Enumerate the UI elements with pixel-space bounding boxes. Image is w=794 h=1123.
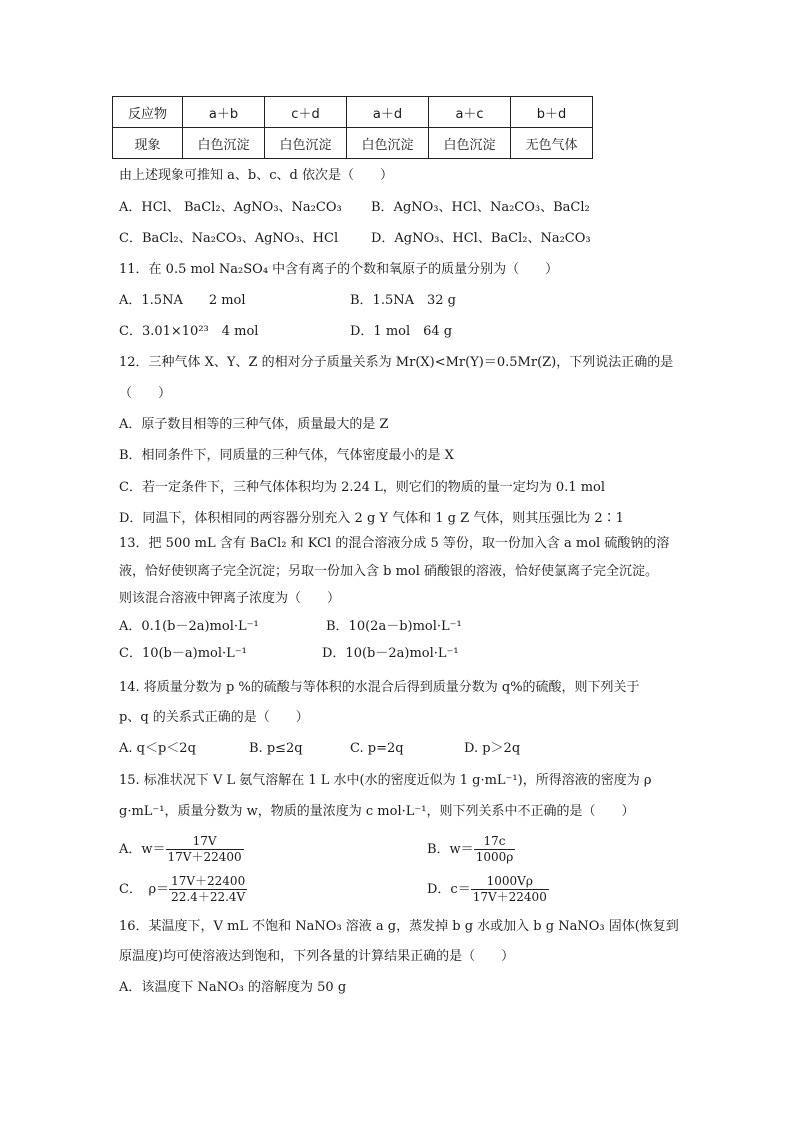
denominator: 22.4＋22.4V <box>171 890 246 904</box>
numerator: 17V＋22400 <box>171 874 246 888</box>
q12-option-a: A．原子数目相等的三种气体，质量最大的是 Z <box>119 417 389 432</box>
question-16-line-2: 原温度)均可使溶液达到饱和，下列各量的计算结果正确的是（ ） <box>119 949 515 964</box>
fraction <box>474 834 516 865</box>
q14-option-d: D. p＞2q <box>464 741 521 756</box>
table-cell: 白色沉淀 <box>429 128 511 159</box>
q15-option-c-label: C． ρ＝ <box>119 882 170 897</box>
q12-option-d: D．同温下，体积相同的两容器分别充入 2 g Y 气体和 1 g Z 气体，则其压强比为 2∶1 <box>119 511 624 526</box>
q16-option-a: A．该温度下 NaNO₃ 的溶解度为 50 g <box>119 980 347 995</box>
q15-option-c <box>119 872 247 908</box>
table-cell: a＋c <box>429 97 511 128</box>
q10-option-b: B．AgNO₃、HCl、Na₂CO₃、BaCl₂ <box>371 200 590 215</box>
table-row <box>113 128 593 159</box>
q15-option-a-label: A．w＝ <box>119 842 166 857</box>
question-16-line-1: 16．某温度下，V mL 不饱和 NaNO₃ 溶液 a g，蒸发掉 b g 水或加入 b g NaNO₃ 固体(恢复到 <box>119 919 679 934</box>
question-15-line-1: 15. 标准状况下 V L 氨气溶解在 1 L 水中(水的密度近似为 1 g·mL⁻¹)，所得溶液的密度为 ρ <box>119 773 652 788</box>
q15-option-b <box>427 832 515 868</box>
q15-option-d <box>427 872 549 908</box>
q13-option-a: A．0.1(b－2a)mol·L⁻¹ <box>119 619 259 634</box>
q15-option-a <box>119 832 244 868</box>
q13-option-c: C．10(b－a)mol·L⁻¹ <box>119 646 247 661</box>
question-13-line-2: 液，恰好使钡离子完全沉淀；另取一份加入含 b mol 硝酸银的溶液，恰好使氯离子完全沉淀。 <box>119 564 659 579</box>
table-cell: a＋b <box>183 97 265 128</box>
q14-option-a: A. q＜p＜2q <box>119 741 196 756</box>
denominator: 17V＋22400 <box>167 850 242 864</box>
table-row <box>113 97 593 128</box>
q11-option-b: B．1.5NA 32 g <box>350 293 456 308</box>
table-cell: c＋d <box>265 97 347 128</box>
q11-option-d: D．1 mol 64 g <box>350 324 453 339</box>
q12-option-b: B．相同条件下，同质量的三种气体，气体密度最小的是 X <box>119 448 454 463</box>
fraction <box>471 874 549 905</box>
question-15-line-2: g·mL⁻¹，质量分数为 w，物质的量浓度为 c mol·L⁻¹，则下列关系中不正确的是（ ） <box>119 804 635 819</box>
q13-option-d: D．10(b－2a)mol·L⁻¹ <box>322 646 459 661</box>
numerator: 1000Vρ <box>471 874 549 890</box>
q14-option-c: C. p=2q <box>350 741 404 756</box>
question-13-line-1: 13．把 500 mL 含有 BaCl₂ 和 KCl 的混合溶液分成 5 等份，取一份加入含 a mol 硫酸钠的溶 <box>119 536 670 551</box>
question-11-stem: 11．在 0.5 mol Na₂SO₄ 中含有离子的个数和氧原子的质量分别为（ ） <box>119 262 559 277</box>
q11-option-a: A．1.5NA 2 mol <box>119 293 246 308</box>
reaction-table <box>112 96 593 159</box>
q15-option-b-label: B．w＝ <box>427 842 474 857</box>
table-cell: 反应物 <box>113 97 183 128</box>
question-12-paren: （ ） <box>119 386 172 401</box>
question-14-line-1: 14. 将质量分数为 p %的硫酸与等体积的水混合后得到质量分数为 q%的硫酸，则下列关于 <box>119 680 640 695</box>
table-cell: a＋d <box>347 97 429 128</box>
q10-option-a: A．HCl、 BaCl₂、AgNO₃、Na₂CO₃ <box>119 200 342 215</box>
denominator: 17V＋22400 <box>472 890 547 904</box>
table-cell: 无色气体 <box>511 128 593 159</box>
table-cell: 白色沉淀 <box>347 128 429 159</box>
q12-option-c: C．若一定条件下，三种气体体积均为 2.24 L，则它们的物质的量一定均为 0.1 mol <box>119 480 606 495</box>
numerator: 17V <box>166 834 244 850</box>
fraction <box>169 874 247 905</box>
denominator: 1000ρ <box>475 850 514 864</box>
q14-option-b: B. p≤2q <box>249 741 303 756</box>
question-13-line-3: 则该混合溶液中钾离子浓度为（ ） <box>119 591 341 606</box>
question-10-stem: 由上述现象可推知 a、b、c、d 依次是（ ） <box>119 168 393 183</box>
numerator: 17c <box>474 834 516 850</box>
question-12-stem: 12．三种气体 X、Y、Z 的相对分子质量关系为 Mr(X)<Mr(Y)＝0.5Mr(Z)，下列说法正确的是 <box>119 355 674 370</box>
fraction <box>166 834 244 865</box>
q15-option-d-label: D．c＝ <box>427 882 471 897</box>
q11-option-c: C．3.01×10²³ 4 mol <box>119 324 259 339</box>
question-14-line-2: p、q 的关系式正确的是（ ） <box>119 710 309 725</box>
table-cell: b＋d <box>511 97 593 128</box>
table-cell: 现象 <box>113 128 183 159</box>
q10-option-d: D．AgNO₃、HCl、BaCl₂、Na₂CO₃ <box>371 231 591 246</box>
q10-option-c: C．BaCl₂、Na₂CO₃、AgNO₃、HCl <box>119 231 339 246</box>
table-cell: 白色沉淀 <box>183 128 265 159</box>
q13-option-b: B．10(2a－b)mol·L⁻¹ <box>326 619 462 634</box>
table-cell: 白色沉淀 <box>265 128 347 159</box>
